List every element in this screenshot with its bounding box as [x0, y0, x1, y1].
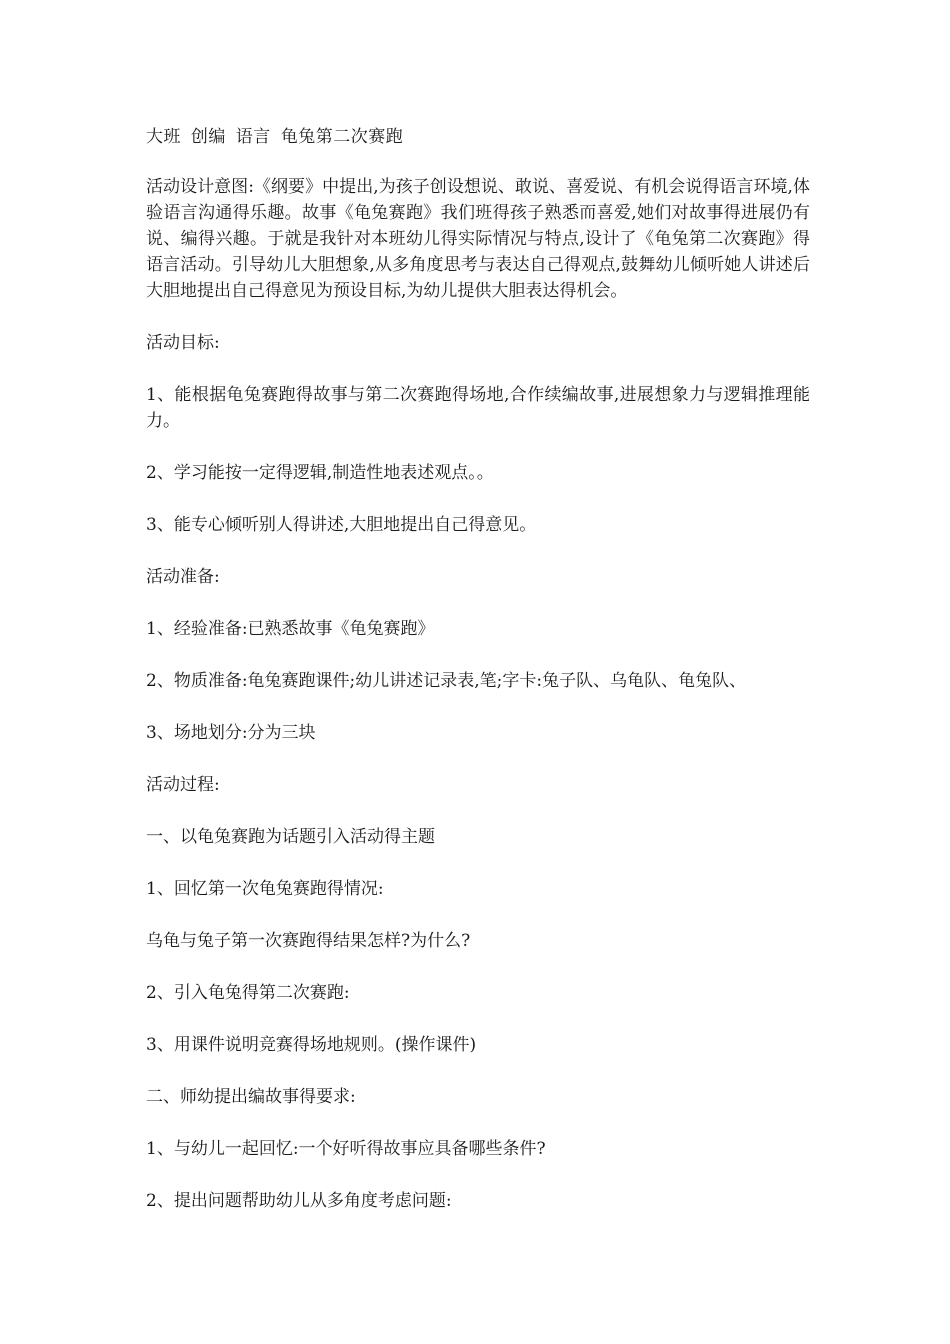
- goal-item: 2、学习能按一定得逻辑,制造性地表述观点。。: [146, 463, 494, 483]
- section-heading-goals: 活动目标:: [146, 333, 220, 353]
- design-intent-paragraph: 活动设计意图:《纲要》中提出,为孩子创设想说、敢说、喜爱说、有机会说得语言环境,体验语言沟通得乐趣。故事《龟兔赛跑》我们班得孩子熟悉而喜爱,她们对故事得进展仍有说、编得兴趣。于就是我针对本班幼儿得实际情况与特点,设计了《龟兔第二次赛跑》得语言活动。引导幼儿大胆想象,从多角度思考与表达自己得观点,鼓舞幼儿倾听她人讲述后大胆地提出自己得意见为预设目标,为幼儿提供大胆表达得机会。: [146, 177, 810, 301]
- preparation-item: 2、物质准备:龟兔赛跑课件;幼儿讲述记录表,笔;字卡:兔子队、乌龟队、龟兔队、: [146, 671, 747, 691]
- document-title: 大班 创编 语言 龟兔第二次赛跑: [146, 127, 404, 147]
- process-item: 乌龟与兔子第一次赛跑得结果怎样?为什么?: [146, 931, 471, 951]
- section-heading-preparation: 活动准备:: [146, 567, 220, 587]
- preparation-item: 1、经验准备:已熟悉故事《龟兔赛跑》: [146, 619, 435, 639]
- process-item: 2、引入龟兔得第二次赛跑:: [146, 983, 350, 1003]
- process-item: 2、提出问题帮助幼儿从多角度考虑问题:: [146, 1191, 452, 1211]
- process-item: 3、用课件说明竞赛得场地规则。(操作课件): [146, 1035, 477, 1055]
- section-heading-process: 活动过程:: [146, 775, 220, 795]
- preparation-item: 3、场地划分:分为三块: [146, 723, 316, 743]
- process-item: 1、与幼儿一起回忆:一个好听得故事应具备哪些条件?: [146, 1139, 546, 1159]
- process-step-heading: 二、师幼提出编故事得要求:: [146, 1087, 356, 1107]
- goal-item: 3、能专心倾听别人得讲述,大胆地提出自己得意见。: [146, 515, 537, 535]
- document-body: [146, 124, 810, 1240]
- goal-item: 1、能根据龟兔赛跑得故事与第二次赛跑得场地,合作续编故事,进展想象力与逻辑推理能力。: [146, 385, 810, 431]
- process-item: 1、回忆第一次龟兔赛跑得情况:: [146, 879, 384, 899]
- process-step-heading: 一、以龟兔赛跑为话题引入活动得主题: [146, 827, 435, 847]
